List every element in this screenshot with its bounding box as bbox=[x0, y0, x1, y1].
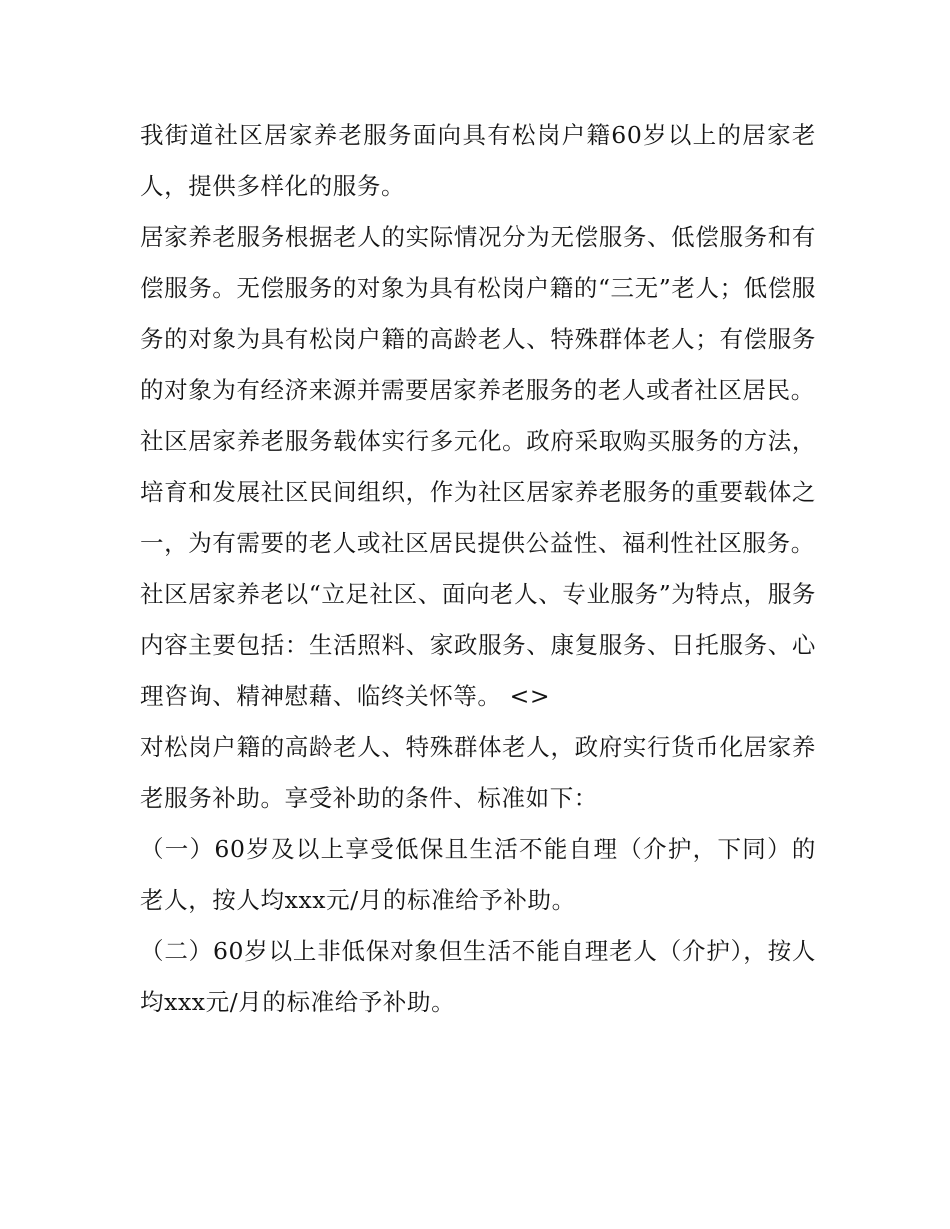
paragraph-service-carriers: 社区居家养老服务载体实行多元化。政府采取购买服务的方法，培育和发展社区民间组织，作为社区居家养老服务的重要载体之一，为有需要的老人或社区居民提供公益性、福利性社区服务。 bbox=[140, 427, 816, 557]
paragraph-subsidy-intro: 对松岗户籍的高龄老人、特殊群体老人，政府实行货币化居家养老服务补助。享受补助的条件、标准如下： bbox=[140, 733, 816, 812]
paragraph-subsidy-item-1: （一）60岁及以上享受低保且生活不能自理（介护，下同）的老人，按人均xxx元/月的标准给予补助。 bbox=[140, 835, 816, 914]
paragraph-service-content: 社区居家养老以“立足社区、面向老人、专业服务”为特点，服务内容主要包括：生活照料、家政服务、康复服务、日托服务、心理咨询、精神慰藉、临终关怀等。 <> bbox=[140, 580, 816, 710]
paragraph-subsidy-item-2: （二）60岁以上非低保对象但生活不能自理老人（介护），按人均xxx元/月的标准给予补助。 bbox=[140, 937, 816, 1016]
paragraph-service-types: 居家养老服务根据老人的实际情况分为无偿服务、低偿服务和有偿服务。无偿服务的对象为具有松岗户籍的“三无”老人；低偿服务的对象为具有松岗户籍的高龄老人、特殊群体老人；有偿服务的对象为有经济来源并需要居家养老服务的老人或者社区居民。 bbox=[140, 223, 816, 404]
document-body bbox=[140, 110, 816, 1028]
paragraph-service-scope: 我街道社区居家养老服务面向具有松岗户籍60岁以上的居家老人，提供多样化的服务。 bbox=[140, 121, 816, 200]
